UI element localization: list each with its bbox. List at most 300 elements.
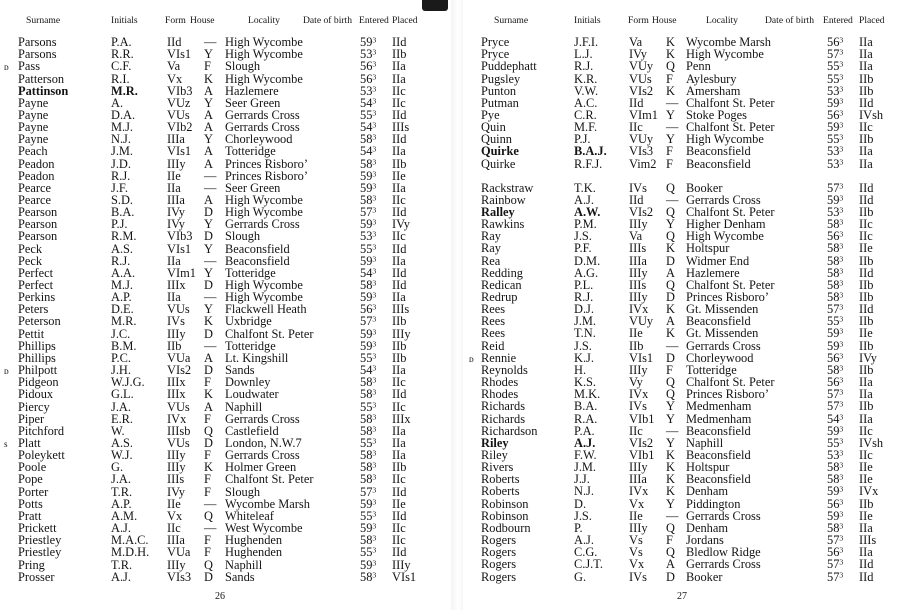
header-locality: Locality (706, 15, 738, 26)
form-cell: VUs (167, 107, 190, 122)
entered-cell: $58^3$ (827, 265, 844, 280)
initials-cell: P.L. (574, 277, 594, 292)
house-cell: F (204, 375, 211, 390)
surname-cell: Perfect (18, 265, 54, 280)
locality-cell: Holtspur (686, 241, 730, 256)
entered-term-mark: 3 (839, 132, 844, 142)
locality-cell: Flackwell Heath (225, 302, 307, 317)
form-cell: IIb (629, 338, 644, 353)
initials-cell: A.P. (111, 290, 132, 305)
placed-cell: IIb (859, 253, 874, 268)
entered-term-mark: 3 (372, 509, 377, 519)
house-cell: Y (204, 302, 213, 317)
entered-cell: $57^3$ (360, 205, 377, 220)
form-cell: VIm1 (167, 265, 196, 280)
entered-cell: $57^3$ (827, 533, 844, 547)
entered-term-mark: 3 (372, 558, 377, 568)
initials-cell: R.J. (111, 253, 131, 268)
initials-cell: P.F. (574, 241, 592, 256)
form-cell: VIs1 (167, 241, 192, 256)
house-cell: — (204, 253, 217, 268)
house-cell: Q (666, 520, 675, 535)
placed-cell: IIIs (392, 120, 410, 134)
initials-cell: J.M. (111, 144, 134, 159)
locality-cell: Hazlemere (686, 265, 740, 280)
entered-cell: $58^3$ (827, 362, 844, 377)
house-cell: A (204, 193, 213, 207)
header-form: Form (165, 15, 186, 26)
house-cell: Y (204, 47, 213, 62)
form-cell: Vx (629, 496, 645, 511)
placed-cell: IId (392, 35, 407, 49)
initials-cell: A.S. (111, 435, 134, 450)
surname-cell: Priestley (18, 533, 62, 548)
locality-cell: High Wycombe (225, 47, 303, 62)
entered-term-mark: 3 (839, 387, 844, 397)
locality-cell: Gerrards Cross (225, 448, 300, 463)
placed-cell: IIa (859, 375, 873, 390)
entered-cell: $57^3$ (827, 180, 844, 195)
house-cell: F (204, 472, 211, 487)
placed-cell: IIa (859, 59, 873, 74)
house-cell: F (204, 484, 211, 499)
initials-cell: R.J. (574, 59, 594, 74)
house-cell: K (204, 387, 213, 402)
house-cell: Q (666, 180, 675, 195)
initials-cell: F.W. (574, 447, 597, 462)
surname-cell: Rogers (481, 545, 517, 560)
entered-term-mark: 3 (372, 254, 377, 264)
locality-cell: Lt. Kingshill (225, 350, 289, 365)
entered-cell: $56^3$ (360, 302, 377, 317)
surname-cell: Payne (18, 132, 49, 147)
entered-term-mark: 3 (839, 533, 844, 543)
entered-cell: $58^3$ (827, 460, 844, 475)
entered-term-mark: 3 (839, 35, 844, 45)
entered-cell: $57^3$ (360, 314, 377, 329)
initials-cell: G. (574, 569, 587, 584)
house-cell: A (666, 314, 675, 329)
placed-cell: IIc (392, 521, 406, 535)
locality-cell: Denham (686, 484, 728, 499)
initials-cell: B.A. (574, 399, 598, 414)
initials-cell: C.F. (111, 59, 132, 74)
form-cell: IIIy (629, 290, 648, 304)
placed-cell: IId (392, 508, 407, 523)
initials-cell: B.A. (111, 205, 135, 220)
entered-cell: $55^3$ (360, 508, 377, 523)
locality-cell: Beaconsfield (686, 144, 751, 159)
form-cell: VUa (167, 350, 191, 365)
form-cell: VUy (629, 314, 654, 329)
form-cell: IVx (629, 302, 649, 317)
form-cell: Vim2 (629, 156, 657, 171)
surname-cell: Quin (481, 120, 506, 134)
form-cell: VIs2 (167, 363, 192, 378)
form-cell: IIIy (167, 557, 186, 572)
locality-cell: Chalfont St. Peter (686, 205, 775, 219)
locality-cell: Chalfont St. Peter (686, 120, 775, 134)
entered-cell: $56^3$ (827, 229, 844, 244)
surname-cell: Ray (481, 241, 501, 256)
locality-cell: Piddington (686, 496, 741, 511)
house-cell: D (204, 326, 213, 341)
initials-cell: P.A. (574, 423, 595, 438)
entered-term-mark: 3 (839, 205, 844, 215)
locality-cell: Seer Green (225, 180, 281, 195)
form-cell: VIb3 (167, 83, 193, 98)
house-cell: K (666, 35, 675, 49)
entered-term-mark: 3 (839, 448, 844, 458)
entered-cell: $55^3$ (827, 71, 844, 86)
placed-cell: IId (392, 241, 407, 256)
surname-cell: Rhodes (481, 375, 519, 390)
page-number: 26 (215, 591, 225, 602)
header-placed: Placed (392, 15, 418, 26)
house-cell: D (204, 229, 213, 244)
entered-cell: $53^3$ (827, 447, 844, 462)
entered-term-mark: 3 (372, 108, 377, 118)
surname-cell: Pidoux (18, 387, 54, 402)
entered-cell: $56^3$ (360, 59, 377, 74)
entered-term-mark: 3 (839, 229, 844, 239)
entered-cell: $58^3$ (827, 241, 844, 256)
initials-cell: R.J. (111, 168, 131, 183)
house-cell: K (666, 326, 675, 341)
entered-cell: $55^3$ (360, 107, 377, 122)
initials-cell: R.F.J. (574, 156, 603, 171)
form-cell: IIIa (629, 253, 647, 268)
header-house: House (652, 15, 677, 26)
entered-cell: $58^3$ (827, 277, 844, 292)
house-cell: D (204, 278, 213, 292)
entered-term-mark: 3 (839, 157, 844, 167)
form-cell: VIs2 (629, 435, 654, 450)
initials-cell: C.R. (574, 107, 597, 122)
initials-cell: A.W. (574, 205, 601, 219)
house-cell: K (666, 83, 675, 98)
entered-term-mark: 3 (839, 339, 844, 349)
entered-term-mark: 3 (372, 132, 377, 142)
surname-cell: Putman (481, 95, 519, 110)
locality-cell: Hughenden (225, 545, 283, 560)
surname-cell: Pitchford (18, 423, 65, 438)
placed-cell: IId (392, 205, 407, 220)
initials-cell: S.D. (111, 193, 134, 207)
placed-cell: IIIx (392, 411, 411, 426)
entered-cell: $55^3$ (827, 59, 844, 74)
form-cell: IIIy (167, 156, 186, 171)
surname-cell: Payne (18, 95, 49, 110)
house-cell: — (204, 35, 217, 49)
placed-cell: IIIy (392, 326, 411, 341)
initials-cell: T.R. (111, 557, 133, 572)
entered-cell: $59^3$ (360, 180, 377, 195)
locality-cell: Totteridge (686, 362, 737, 377)
initials-cell: B.A.J. (574, 144, 607, 159)
house-cell: Y (204, 132, 213, 147)
house-cell: F (204, 411, 211, 426)
form-cell: VUs (167, 435, 190, 450)
placed-cell: IIa (859, 387, 873, 402)
surname-cell: Rogers (481, 533, 517, 547)
entered-cell: $56^3$ (827, 107, 844, 122)
entered-cell: $58^3$ (360, 375, 377, 390)
entered-cell: $58^3$ (827, 520, 844, 535)
entered-cell: $53^3$ (827, 205, 844, 219)
entered-cell: $58^3$ (827, 472, 844, 487)
initials-cell: C.G. (574, 545, 598, 560)
entered-term-mark: 3 (372, 387, 377, 397)
entered-term-mark: 3 (839, 472, 844, 482)
form-cell: IVy (167, 484, 185, 499)
entered-cell: $58^3$ (827, 290, 844, 304)
form-cell: IIc (629, 423, 643, 438)
entered-term-mark: 3 (372, 302, 377, 312)
initials-cell: R.M. (111, 229, 137, 244)
initials-cell: H. (574, 362, 587, 377)
initials-cell: J.S. (574, 229, 592, 244)
form-cell: IIIy (167, 448, 186, 463)
placed-cell: IIa (392, 435, 406, 450)
locality-cell: High Wycombe (686, 229, 764, 244)
house-cell: Y (666, 107, 675, 122)
locality-cell: Beaconsfield (225, 241, 290, 256)
entered-term-mark: 3 (839, 254, 844, 264)
locality-cell: Holmer Green (225, 460, 297, 475)
surname-cell: Richards (481, 399, 526, 414)
form-cell: Vx (167, 71, 183, 86)
entered-term-mark: 3 (839, 266, 844, 276)
placed-cell: IId (859, 180, 874, 195)
surname-cell: Peach (18, 144, 48, 159)
surname-cell: Piercy (18, 399, 50, 414)
entered-cell: $57^3$ (827, 399, 844, 414)
locality-cell: Beaconsfield (686, 472, 751, 487)
surname-cell: Phillips (18, 338, 56, 353)
header-locality: Locality (248, 15, 280, 26)
placed-cell: IIIy (392, 557, 411, 572)
house-cell: Q (204, 557, 213, 572)
initials-cell: T.N. (574, 326, 596, 341)
locality-cell: Gerrards Cross (225, 107, 300, 122)
initials-cell: A.M. (111, 508, 138, 523)
form-cell: IIa (167, 253, 181, 268)
entered-cell: $59^3$ (360, 217, 377, 232)
house-cell: Q (204, 508, 213, 523)
initials-cell: M.F. (574, 120, 598, 134)
placed-cell: IIa (392, 363, 406, 378)
locality-cell: Totteridge (225, 338, 276, 353)
form-cell: Va (167, 59, 181, 74)
initials-cell: A.J. (111, 521, 131, 535)
form-cell: IIIa (167, 533, 185, 548)
entered-cell: $59^3$ (827, 95, 844, 110)
locality-cell: Uxbridge (225, 314, 272, 329)
placed-cell: IId (392, 265, 407, 280)
surname-cell: Perfect (18, 278, 54, 292)
entered-cell: $54^3$ (827, 411, 844, 426)
house-cell: Y (666, 496, 675, 511)
entered-cell: $55^3$ (360, 435, 377, 450)
form-cell: IVx (629, 484, 649, 499)
placed-cell: IIc (392, 375, 406, 390)
surname-cell: Pope (18, 472, 43, 487)
form-cell: IIc (167, 521, 181, 535)
entered-term-mark: 3 (372, 84, 377, 94)
form-cell: IVs (629, 180, 647, 195)
entered-cell: $59^3$ (360, 290, 377, 305)
locality-cell: Gerrards Cross (686, 338, 761, 353)
house-cell: D (204, 205, 213, 220)
form-cell: VIs1 (167, 144, 192, 159)
surname-cell: Peck (18, 241, 43, 256)
house-cell: Q (666, 375, 675, 390)
initials-cell: J.F. (111, 180, 128, 195)
entered-term-mark: 3 (372, 169, 377, 179)
locality-cell: Aylesbury (686, 71, 737, 86)
house-cell: K (666, 47, 675, 62)
entered-term-mark: 3 (839, 193, 844, 203)
entered-cell: $53^3$ (827, 83, 844, 98)
entered-cell: $58^3$ (360, 533, 377, 548)
surname-cell: Rees (481, 326, 506, 341)
placed-cell: IId (392, 484, 407, 499)
entered-term-mark: 3 (372, 448, 377, 458)
surname-cell: Prickett (18, 521, 57, 535)
entered-term-mark: 3 (372, 485, 377, 495)
entered-cell: $58^3$ (360, 132, 377, 147)
entered-term-mark: 3 (839, 497, 844, 507)
initials-cell: N.J. (574, 484, 594, 499)
placed-cell: IIIs (859, 533, 877, 547)
placed-cell: IIc (392, 399, 406, 414)
surname-cell: Riley (481, 447, 508, 462)
locality-cell: Princes Risboro’ (225, 156, 308, 171)
surname-cell: Rogers (481, 557, 517, 572)
initials-cell: M.D.H. (111, 545, 150, 560)
surname-cell: Ray (481, 229, 501, 244)
entered-cell: $53^3$ (827, 144, 844, 159)
entered-term-mark: 3 (372, 314, 377, 324)
entered-cell: $59^3$ (360, 338, 377, 353)
form-cell: IId (167, 35, 182, 49)
house-cell: — (666, 192, 679, 207)
initials-cell: P. (574, 520, 583, 535)
locality-cell: Beaconsfield (686, 447, 751, 462)
surname-cell: Roberts (481, 484, 520, 499)
form-cell: Va (629, 229, 643, 244)
placed-cell: IIa (859, 156, 873, 171)
form-cell: VIb2 (167, 120, 193, 134)
initials-cell: M.J. (111, 120, 134, 134)
placed-cell: IIb (859, 290, 874, 304)
entered-term-mark: 3 (372, 533, 377, 543)
form-cell: VUs (629, 71, 652, 86)
initials-cell: M.R. (111, 83, 138, 98)
entered-term-mark: 3 (372, 412, 377, 422)
house-cell: D (666, 569, 675, 584)
placed-cell: IIb (859, 399, 874, 414)
house-cell: — (204, 290, 217, 305)
surname-cell: Rawkins (481, 217, 525, 232)
header-date-of-birth: Date of birth (765, 15, 815, 26)
surname-cell: Potts (18, 496, 43, 511)
surname-cell: Prosser (18, 569, 55, 584)
placed-cell: IId (859, 265, 874, 280)
placed-cell: IIb (392, 47, 407, 62)
form-cell: VUz (167, 95, 191, 110)
entered-cell: $59^3$ (360, 521, 377, 535)
form-cell: IIIy (629, 520, 648, 535)
initials-cell: P.M. (574, 217, 597, 232)
locality-cell: High Wycombe (225, 278, 303, 292)
surname-cell: Ralley (481, 205, 515, 219)
header-initials: Initials (111, 15, 138, 26)
surname-cell: Payne (18, 120, 49, 134)
header-entered: Entered (823, 15, 853, 26)
house-cell: Y (666, 399, 675, 414)
house-cell: K (666, 460, 675, 475)
house-cell: Q (666, 229, 675, 244)
entered-term-mark: 3 (839, 217, 844, 227)
form-cell: IIIa (167, 132, 185, 147)
header-entered: Entered (359, 15, 389, 26)
placed-cell: IIa (859, 545, 873, 560)
initials-cell: J.M. (574, 314, 597, 329)
form-cell: IVs (629, 399, 647, 414)
entered-cell: $57^3$ (827, 387, 844, 402)
house-cell: K (666, 302, 675, 317)
form-cell: IVx (629, 387, 649, 402)
placed-cell: IIc (392, 193, 406, 207)
placed-cell: IIc (392, 83, 406, 98)
locality-cell: Gerrards Cross (686, 508, 761, 523)
entered-term-mark: 3 (839, 557, 844, 567)
surname-cell: Peters (18, 302, 49, 317)
initials-cell: A.P. (111, 496, 132, 511)
initials-cell: R.R. (111, 47, 134, 62)
house-cell: F (666, 533, 673, 547)
placed-cell: IIb (392, 460, 407, 475)
initials-cell: W. (111, 423, 125, 438)
form-cell: VIs1 (167, 47, 192, 62)
entered-cell: $56^3$ (827, 496, 844, 511)
form-cell: IIIs (629, 241, 647, 256)
surname-cell: Peck (18, 253, 43, 268)
entered-term-mark: 3 (372, 205, 377, 215)
locality-cell: Chorleywood (686, 350, 754, 365)
placed-cell: IIa (392, 290, 406, 305)
house-cell: F (666, 362, 673, 377)
surname-cell: Rees (481, 314, 506, 329)
surname-cell: Rogers (481, 569, 517, 584)
placed-cell: IIe (859, 241, 873, 256)
entered-term-mark: 3 (839, 181, 844, 191)
initials-cell: E.R. (111, 411, 134, 426)
placed-cell: IIb (859, 338, 874, 353)
locality-cell: High Wycombe (225, 71, 303, 86)
form-cell: IIIy (629, 265, 648, 280)
surname-cell: Robinson (481, 508, 529, 523)
entered-term-mark: 3 (839, 412, 844, 422)
form-cell: VIb1 (629, 447, 655, 462)
entered-term-mark: 3 (372, 35, 377, 45)
entered-term-mark: 3 (839, 241, 844, 251)
entered-cell: $54^3$ (360, 363, 377, 378)
locality-cell: High Wycombe (225, 193, 303, 207)
entered-cell: $59^3$ (827, 326, 844, 341)
